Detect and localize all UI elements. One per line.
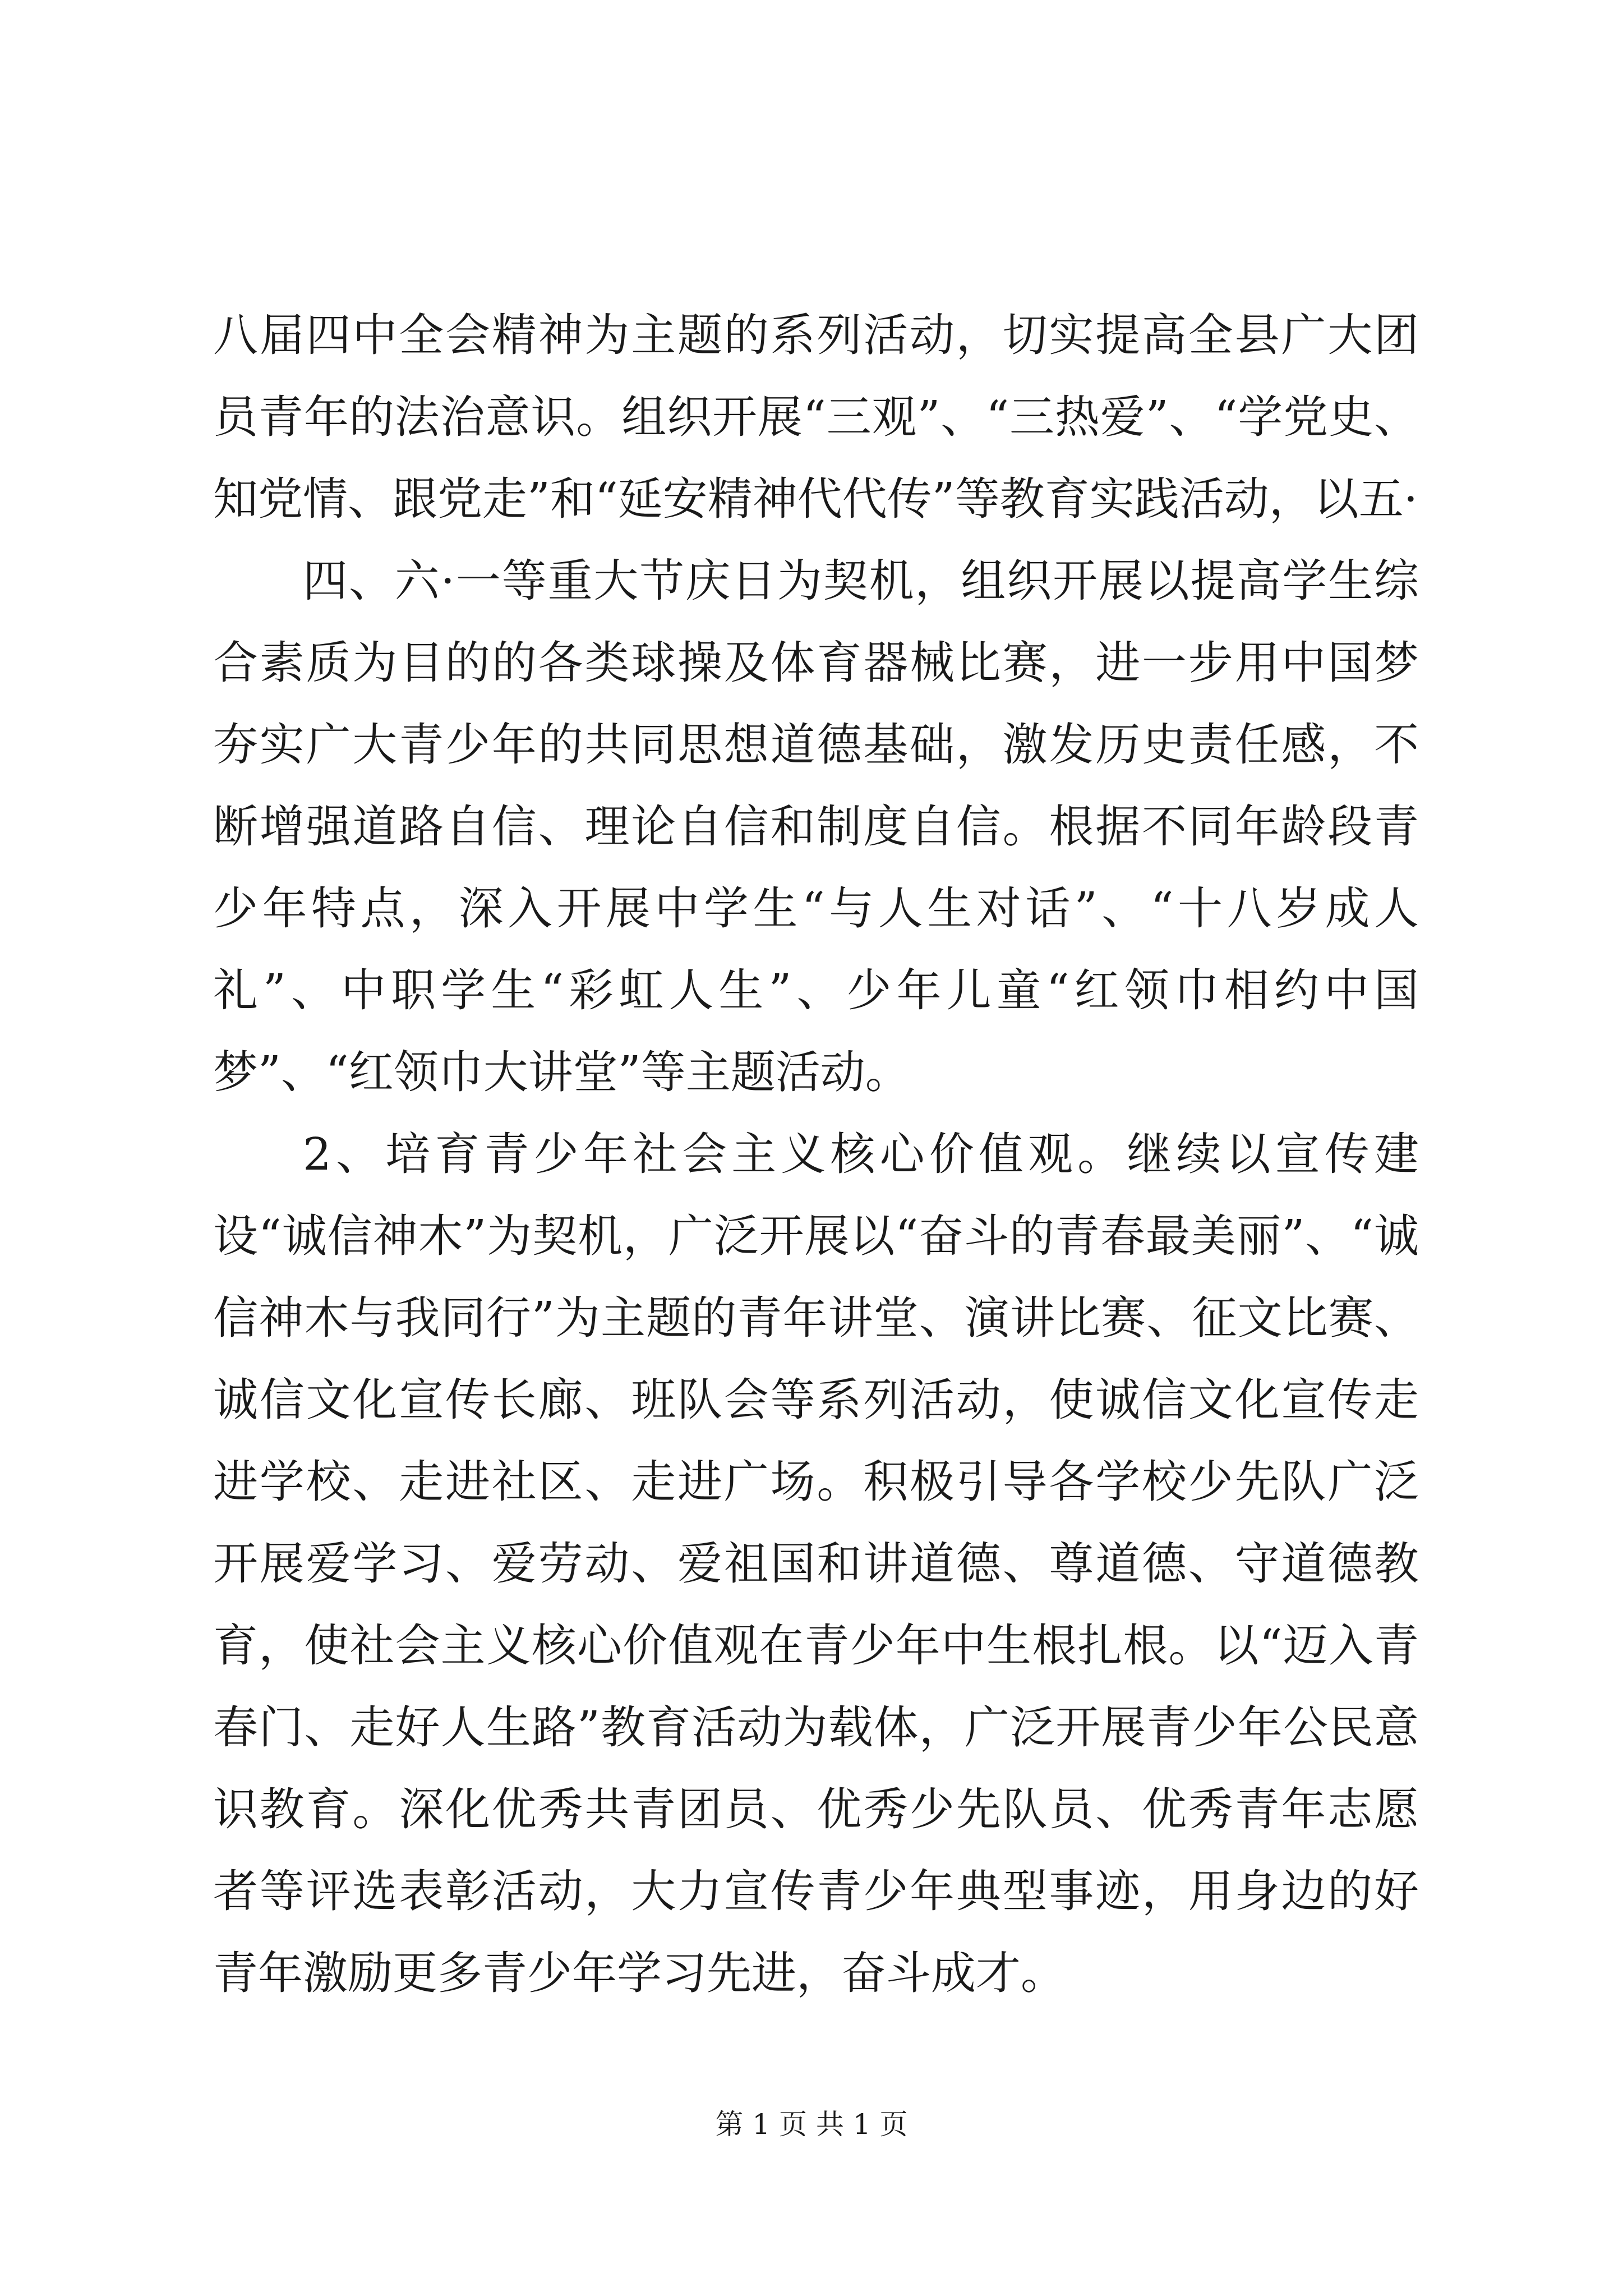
paragraph-3: 2、培育青少年社会主义核心价值观。继续以宣传建设“诚信神木”为契机，广泛开展以“奋斗的青春最美丽”、“诚信神木与我同行”为主题的青年讲堂、演讲比赛、征文比赛、诚信文化宣传长廊、班队会等系列活动，使诚信文化宣传走进学校、走进社区、走进广场。积极引导各学校少先队广泛开展爱学习、爱劳动、爱祖国和讲道德、尊道德、守道德教育，使社会主义核心价值观在青少年中生根扎根。以“迈入青春门、走好人生路”教育活动为载体，广泛开展青少年公民意识教育。深化优秀共青团员、优秀少先队员、优秀青年志愿者等评选表彰活动，大力宣传青少年典型事迹，用身边的好青年激励更多青少年学习先进，奋斗成才。 [213, 1128, 1419, 1999]
paragraph-1: 八届四中全会精神为主题的系列活动，切实提高全县广大团员青年的法治意识。组织开展“三观”、“三热爱”、“学党史、知党情、跟党走”和“延安精神代代传”等教育实践活动，以五· [213, 309, 1419, 525]
document-body [213, 295, 1419, 2014]
page-footer: 第 1 页 共 1 页 [715, 2108, 908, 2141]
paragraph-2: 四、六·一等重大节庆日为契机，组织开展以提高学生综合素质为目的的各类球操及体育器械比赛，进一步用中国梦夯实广大青少年的共同思想道德基础，激发历史责任感，不断增强道路自信、理论自信和制度自信。根据不同年龄段青少年特点，深入开展中学生“与人生对话”、“十八岁成人礼”、中职学生“彩虹人生”、少年儿童“红领巾相约中国梦”、“红领巾大讲堂”等主题活动。 [213, 555, 1419, 1098]
